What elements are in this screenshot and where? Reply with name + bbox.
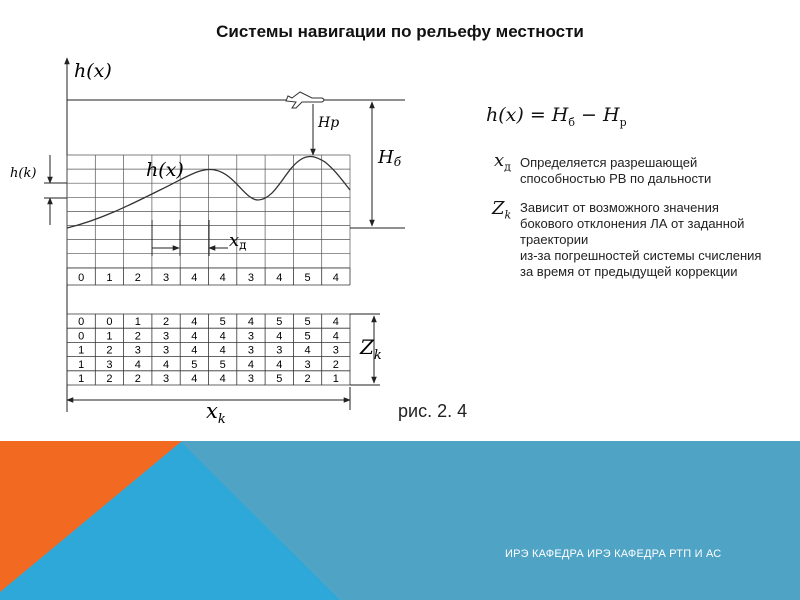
curve-label: h(x) (146, 159, 184, 181)
matrix-cell: 1 (78, 344, 85, 357)
zk-symbol: $Z_k$ (492, 198, 512, 222)
matrix-cell: 2 (106, 344, 113, 357)
profile-cell: 1 (106, 272, 113, 284)
matrix-cell: 2 (134, 373, 141, 385)
matrix-cell: 1 (78, 373, 85, 385)
matrix-cell: 0 (78, 330, 85, 343)
formula: $h(x) = H_б - H_р$ (486, 104, 627, 129)
matrix-cell: 4 (191, 316, 198, 329)
profile-cell: 4 (219, 272, 226, 284)
matrix-cell: 4 (191, 344, 198, 357)
matrix-cell: 3 (247, 373, 255, 385)
matrix-cell: 3 (247, 330, 255, 343)
matrix-cell: 5 (191, 358, 198, 371)
profile-cell: 4 (191, 272, 198, 284)
terrain-matrix (67, 314, 350, 385)
profile-cell: 3 (247, 272, 255, 284)
xd-symbol: $x_д$ (494, 150, 511, 174)
profile-cell: 5 (304, 272, 311, 284)
profile-values-row (67, 268, 350, 285)
matrix-cell: 4 (219, 373, 226, 385)
matrix-cell: 2 (162, 316, 170, 329)
matrix-cell: 4 (162, 358, 170, 371)
profile-cell: 0 (78, 272, 85, 284)
matrix-cell: 2 (106, 373, 113, 385)
matrix-cell: 3 (304, 358, 311, 371)
matrix-cell: 4 (332, 316, 339, 329)
matrix-cell: 0 (78, 316, 85, 329)
bottom-decoration (0, 441, 800, 600)
hp-label: Hp (318, 115, 340, 131)
matrix-cell: 4 (134, 358, 141, 371)
matrix-cell: 2 (304, 373, 311, 385)
xd-description: Определяется разрешающей способностью РВ по дальности (520, 155, 712, 186)
matrix-cell: 4 (276, 358, 283, 371)
matrix-cell: 5 (276, 373, 283, 385)
zk-label: $Z_k$ (360, 335, 382, 363)
matrix-cell: 1 (78, 358, 85, 371)
matrix-cell: 1 (106, 330, 113, 343)
matrix-cell: 4 (247, 316, 255, 329)
xk-label: $x_k$ (206, 399, 226, 427)
matrix-cell: 5 (304, 316, 311, 329)
xd-label: xд (229, 230, 247, 252)
h-axis-label: h(x) (74, 60, 112, 82)
matrix-cell: 5 (276, 316, 283, 329)
matrix-cell: 1 (134, 316, 141, 329)
profile-cell: 3 (162, 272, 170, 284)
matrix-cell: 0 (106, 316, 113, 329)
matrix-cell: 4 (191, 373, 198, 385)
matrix-cell: 4 (191, 330, 198, 343)
zk-description: Зависит от возможного значения бокового отклонения ЛА от заданной траектории из-за погрешностей системы счисления за время от предыдущей коррекции (520, 200, 762, 279)
matrix-cell: 2 (332, 358, 339, 371)
matrix-cell: 3 (247, 344, 255, 357)
matrix-cell: 3 (106, 358, 113, 371)
profile-cell: 4 (332, 272, 339, 284)
matrix-cell: 4 (332, 330, 339, 343)
matrix-cell: 3 (162, 344, 170, 357)
matrix-cell: 3 (332, 344, 339, 357)
matrix-cell: 4 (247, 358, 255, 371)
matrix-cell: 5 (219, 358, 226, 371)
matrix-cell: 2 (134, 330, 141, 343)
footer-text: ИРЭ КАФЕДРА ИРЭ КАФЕДРА РТП И АС (505, 548, 722, 560)
matrix-cell: 4 (219, 344, 226, 357)
profile-cell: 2 (134, 272, 141, 284)
matrix-cell: 1 (332, 373, 339, 385)
hb-label: Hб (378, 147, 402, 169)
matrix-cell: 4 (304, 344, 311, 357)
matrix-cell: 3 (134, 344, 141, 357)
matrix-cell: 3 (162, 330, 170, 343)
matrix-cell: 4 (276, 330, 283, 343)
figure-caption: рис. 2. 4 (398, 401, 468, 421)
profile-cell: 4 (276, 272, 283, 284)
matrix-cell: 4 (219, 330, 226, 343)
slide-title: Системы навигации по рельефу местности (216, 22, 584, 41)
matrix-cell: 3 (276, 344, 283, 357)
matrix-cell: 5 (304, 330, 311, 343)
matrix-cell: 3 (162, 373, 170, 385)
hk-label: h(k) (10, 166, 37, 181)
aircraft-icon (286, 92, 324, 108)
matrix-cell: 5 (219, 316, 226, 329)
